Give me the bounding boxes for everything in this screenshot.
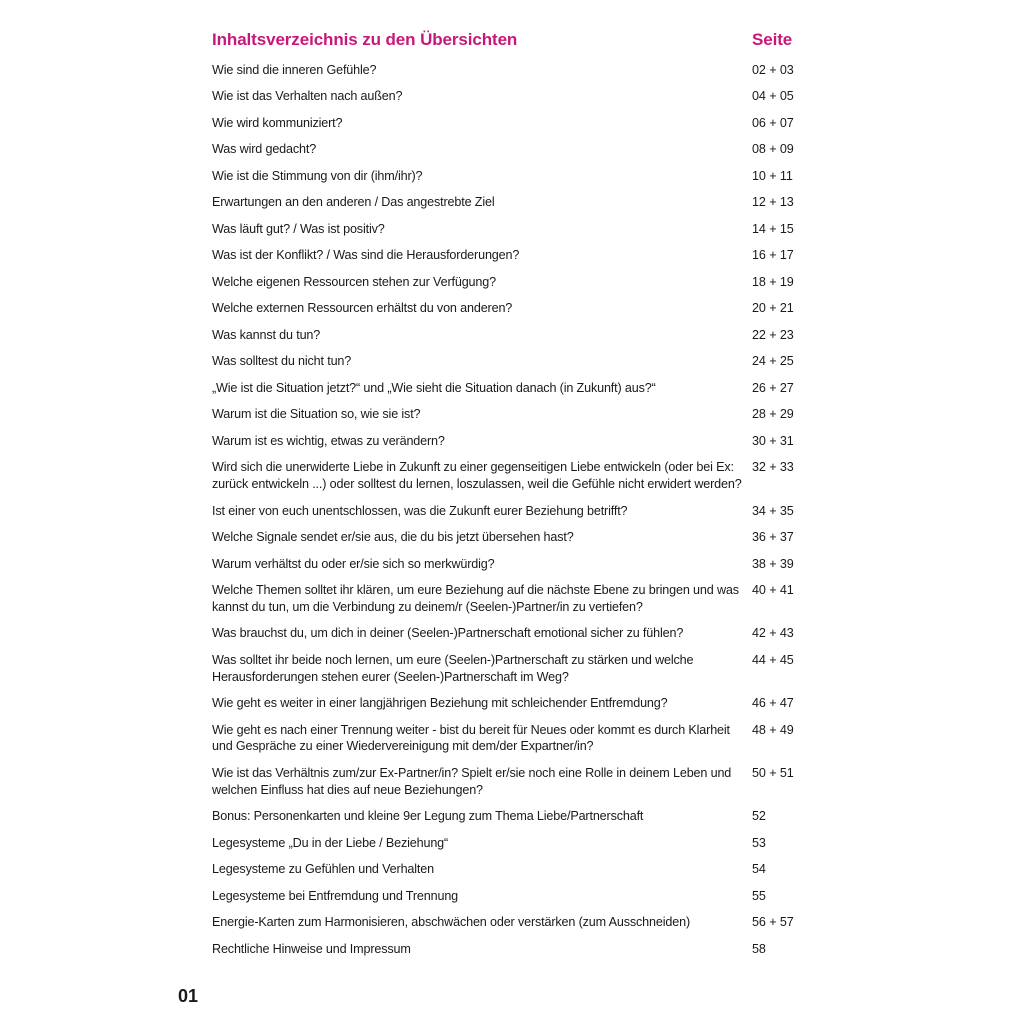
toc-header bbox=[212, 30, 812, 58]
toc-entry-title: Welche Signale sendet er/sie aus, die du bis jetzt übersehen hast? bbox=[212, 530, 574, 545]
toc-entry-page: 50 + 51 bbox=[752, 765, 794, 780]
toc-entry-list bbox=[212, 62, 812, 967]
toc-entry bbox=[212, 380, 812, 406]
toc-entry-title: Welche eigenen Ressourcen stehen zur Verfügung? bbox=[212, 274, 496, 289]
toc-entry bbox=[212, 695, 812, 721]
toc-entry bbox=[212, 529, 812, 555]
toc-entry-title: Legesysteme bei Entfremdung und Trennung bbox=[212, 888, 459, 903]
toc-entry bbox=[212, 300, 812, 326]
toc-entry-page: 55 bbox=[752, 888, 766, 903]
toc-entry bbox=[212, 835, 812, 861]
toc-entry bbox=[212, 353, 812, 379]
toc-entry-page: 38 + 39 bbox=[752, 556, 794, 571]
toc-entry bbox=[212, 808, 812, 834]
toc-entry-title: Wie sind die inneren Gefühle? bbox=[212, 63, 377, 77]
toc-entry-page: 06 + 07 bbox=[752, 115, 794, 130]
toc-entry-title: Wird sich die unerwiderte Liebe in Zukunft zu einer gegenseitigen Liebe entwickeln (oder bei Ex: zurück entwickeln ...) oder solltest du lernen, loszulassen, weil die Gefühle nicht erwidert werden? bbox=[212, 460, 742, 492]
toc-entry-title: Wie wird kommuniziert? bbox=[212, 115, 343, 130]
toc-entry bbox=[212, 406, 812, 432]
toc-entry-page: 58 bbox=[752, 941, 766, 956]
toc-entry-title: „Wie ist die Situation jetzt?“ und „Wie sieht die Situation danach (in Zukunft) aus?“ bbox=[212, 380, 656, 395]
toc-entry bbox=[212, 582, 812, 625]
toc-entry-page: 16 + 17 bbox=[752, 248, 794, 263]
toc-entry bbox=[212, 861, 812, 887]
toc-entry-page: 20 + 21 bbox=[752, 301, 794, 316]
toc-entry bbox=[212, 941, 812, 967]
toc-entry-title: Was solltest du nicht tun? bbox=[212, 354, 352, 369]
toc-entry-title: Ist einer von euch unentschlossen, was die Zukunft eurer Beziehung betrifft? bbox=[212, 503, 628, 518]
toc-entry bbox=[212, 168, 812, 194]
toc-entry-page: 46 + 47 bbox=[752, 696, 794, 711]
toc-entry-title: Was wird gedacht? bbox=[212, 142, 317, 157]
toc-entry bbox=[212, 652, 812, 695]
toc-entry bbox=[212, 327, 812, 353]
toc-entry-page: 24 + 25 bbox=[752, 354, 794, 369]
toc-entry-page: 10 + 11 bbox=[752, 168, 793, 183]
toc-entry bbox=[212, 194, 812, 220]
toc-entry bbox=[212, 625, 812, 651]
toc-entry bbox=[212, 115, 812, 141]
toc-entry-title: Welche externen Ressourcen erhältst du von anderen? bbox=[212, 301, 513, 316]
toc-entry-title: Wie ist das Verhältnis zum/zur Ex-Partner/in? Spielt er/sie noch eine Rolle in deinem Leben und welchen Einfluss hat dies auf neue Beziehungen? bbox=[212, 765, 732, 797]
toc-entry-page: 04 + 05 bbox=[752, 89, 794, 104]
toc-title: Inhaltsverzeichnis zu den Übersichten bbox=[212, 30, 518, 49]
toc-entry-title: Wie geht es weiter in einer langjährigen Beziehung mit schleichender Entfremdung? bbox=[212, 696, 668, 711]
toc-entry-page: 44 + 45 bbox=[752, 652, 794, 667]
toc-entry-title: Rechtliche Hinweise und Impressum bbox=[212, 941, 411, 956]
toc-entry bbox=[212, 722, 812, 765]
toc-entry bbox=[212, 62, 812, 88]
page-number: 01 bbox=[178, 986, 199, 1006]
toc-entry-title: Energie-Karten zum Harmonisieren, abschwächen oder verstärken (zum Ausschneiden) bbox=[212, 915, 690, 930]
toc-entry bbox=[212, 274, 812, 300]
toc-entry-title: Wie ist das Verhalten nach außen? bbox=[212, 89, 403, 104]
toc-entry-page: 54 bbox=[752, 862, 766, 877]
toc-entry-title: Was solltet ihr beide noch lernen, um eure (Seelen-)Partnerschaft zu stärken und welche Herausforderungen stehen eurer (Seelen-)Partnerschaft im Weg? bbox=[212, 652, 694, 684]
toc-entry bbox=[212, 888, 812, 914]
toc-entry bbox=[212, 221, 812, 247]
toc-entry-page: 40 + 41 bbox=[752, 583, 794, 597]
toc-entry-page: 52 bbox=[752, 809, 766, 824]
toc-entry bbox=[212, 247, 812, 273]
toc-entry bbox=[212, 433, 812, 459]
table-of-contents bbox=[212, 30, 812, 967]
toc-entry bbox=[212, 914, 812, 940]
toc-entry-title: Warum ist es wichtig, etwas zu verändern? bbox=[212, 433, 445, 448]
toc-entry-page: 56 + 57 bbox=[752, 915, 794, 930]
toc-entry-page: 22 + 23 bbox=[752, 327, 794, 342]
toc-entry-page: 14 + 15 bbox=[752, 221, 794, 236]
toc-entry-title: Welche Themen solltet ihr klären, um eure Beziehung auf die nächste Ebene zu bringen und was kannst du tun, um die Verbindung zu deinem/r (Seelen-)Partner/in zu vertiefen? bbox=[212, 583, 739, 614]
toc-entry-page: 34 + 35 bbox=[752, 503, 794, 518]
toc-entry-page: 48 + 49 bbox=[752, 722, 794, 737]
toc-entry bbox=[212, 765, 812, 808]
toc-entry-page: 18 + 19 bbox=[752, 274, 794, 289]
toc-entry-page: 28 + 29 bbox=[752, 407, 794, 422]
toc-entry-page: 26 + 27 bbox=[752, 380, 794, 395]
toc-page-column-heading: Seite bbox=[752, 30, 793, 49]
toc-entry-page: 36 + 37 bbox=[752, 530, 794, 545]
toc-entry bbox=[212, 556, 812, 582]
toc-entry bbox=[212, 459, 812, 502]
toc-entry bbox=[212, 88, 812, 114]
toc-entry-page: 53 bbox=[752, 835, 766, 850]
toc-entry-page: 12 + 13 bbox=[752, 195, 794, 210]
toc-entry-title: Wie ist die Stimmung von dir (ihm/ihr)? bbox=[212, 168, 423, 183]
toc-entry-title: Bonus: Personenkarten und kleine 9er Legung zum Thema Liebe/Partnerschaft bbox=[212, 809, 644, 824]
toc-entry-title: Legesysteme „Du in der Liebe / Beziehung“ bbox=[212, 835, 449, 850]
toc-entry-title: Was kannst du tun? bbox=[212, 327, 321, 342]
toc-entry-page: 42 + 43 bbox=[752, 626, 794, 641]
toc-entry-title: Warum verhältst du oder er/sie sich so merkwürdig? bbox=[212, 556, 495, 571]
toc-entry bbox=[212, 503, 812, 529]
toc-entry-title: Was läuft gut? / Was ist positiv? bbox=[212, 221, 385, 236]
toc-entry-title: Erwartungen an den anderen / Das angestrebte Ziel bbox=[212, 195, 495, 210]
toc-entry-title: Legesysteme zu Gefühlen und Verhalten bbox=[212, 862, 434, 877]
toc-entry-title: Warum ist die Situation so, wie sie ist? bbox=[212, 407, 421, 422]
toc-entry-page: 08 + 09 bbox=[752, 142, 794, 157]
toc-entry-title: Wie geht es nach einer Trennung weiter - bist du bereit für Neues oder kommt es durch Klarheit und Gespräche zu einer Wiedervereinigung mit dem/der Expartner/in? bbox=[212, 722, 730, 754]
toc-entry-page: 30 + 31 bbox=[752, 433, 794, 448]
toc-entry-page: 02 + 03 bbox=[752, 63, 794, 77]
toc-entry-title: Was brauchst du, um dich in deiner (Seelen-)Partnerschaft emotional sicher zu fühlen? bbox=[212, 626, 684, 641]
toc-entry bbox=[212, 141, 812, 167]
toc-entry-page: 32 + 33 bbox=[752, 460, 794, 475]
toc-entry-title: Was ist der Konflikt? / Was sind die Herausforderungen? bbox=[212, 248, 520, 263]
